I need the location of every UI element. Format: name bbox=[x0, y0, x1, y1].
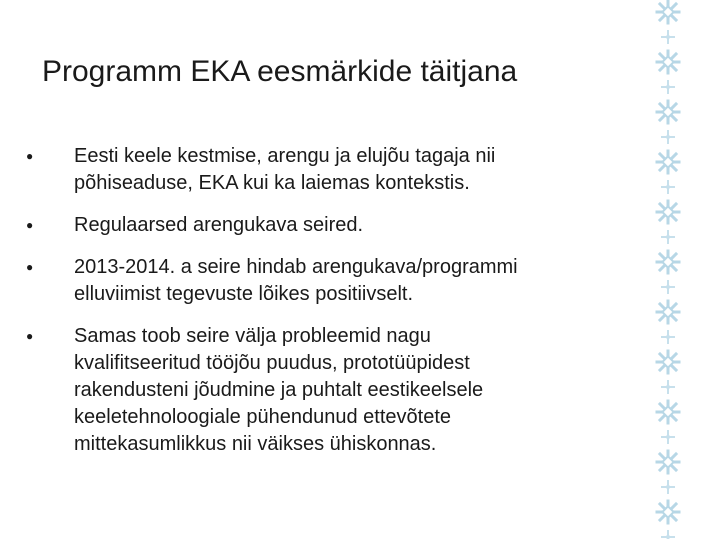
snowflake-icon bbox=[657, 401, 679, 423]
snowflake-icon bbox=[657, 501, 679, 523]
bullet-text: Samas toob seire välja probleemid nagu kvalifitseeritud tööjõu puudus, prototüüpidest rakendusteni jõudmine ja puhtalt eestikeelsele keeletehnoloogiale pühendunud ettevõtete mittekasumlikkus nii väikses ühiskonnas. bbox=[74, 325, 484, 455]
bullet-text: 2013-2014. a seire hindab arengukava/programmi elluviimist tegevuste lõikes positiivselt. bbox=[74, 256, 518, 305]
bullet-item-1 bbox=[26, 143, 626, 197]
snowflake-icon bbox=[657, 251, 679, 273]
snowflake-small-icon bbox=[662, 31, 674, 43]
snowflake-icon bbox=[657, 301, 679, 323]
snowflake-small-icon bbox=[662, 131, 674, 143]
snowflake-small-icon bbox=[662, 381, 674, 393]
snowflake-small-icon bbox=[662, 481, 674, 493]
bullet-item-2 bbox=[26, 212, 626, 239]
bullet-text: Regulaarsed arengukava seired. bbox=[74, 214, 364, 236]
bullet-item-4 bbox=[26, 323, 626, 458]
snowflake-icon bbox=[657, 351, 679, 373]
bullet-list bbox=[26, 143, 626, 473]
snowflake-border-icon bbox=[640, 0, 709, 539]
snowflake-small-icon bbox=[662, 81, 674, 93]
snowflake-small-icon bbox=[662, 281, 674, 293]
bullet-dot-icon: ● bbox=[26, 260, 34, 274]
snowflake-icon bbox=[657, 101, 679, 123]
snowflake-icon bbox=[657, 151, 679, 173]
snowflake-icon bbox=[657, 51, 679, 73]
snowflake-small-icon bbox=[662, 531, 674, 539]
bullet-dot-icon: ● bbox=[26, 329, 34, 343]
snowflake-small-icon bbox=[662, 331, 674, 343]
snowflake-icon bbox=[657, 451, 679, 473]
slide-title: Programm EKA eesmärkide täitjana bbox=[42, 55, 518, 88]
snowflake-small-icon bbox=[662, 431, 674, 443]
snowflake-icon bbox=[657, 1, 679, 23]
bullet-text: Eesti keele kestmise, arengu ja elujõu tagaja nii põhiseaduse, EKA kui ka laiemas kontekstis. bbox=[74, 145, 496, 194]
snowflake-small-icon bbox=[662, 231, 674, 243]
snowflake-small-icon bbox=[662, 181, 674, 193]
bullet-dot-icon: ● bbox=[26, 218, 34, 232]
bullet-item-3 bbox=[26, 254, 626, 308]
bullet-dot-icon: ● bbox=[26, 149, 34, 163]
snowflake-icon bbox=[657, 201, 679, 223]
